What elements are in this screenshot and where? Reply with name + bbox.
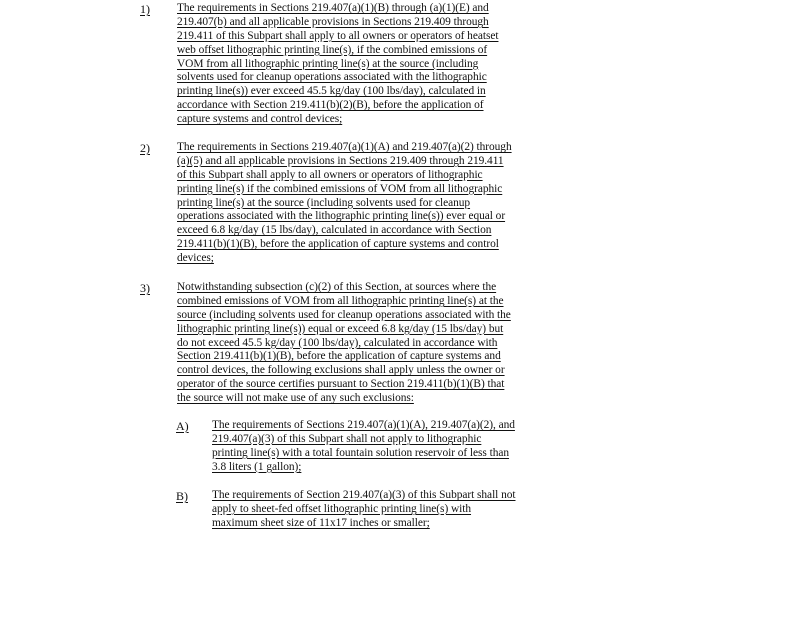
text-line: The requirements of Section 219.407(a)(3) of this Subpart shall not [212, 489, 516, 501]
text-line: 219.407(a)(3) of this Subpart shall not apply to lithographic [212, 432, 482, 445]
text-line: The requirements in Sections 219.407(a)(1)(A) and 219.407(a)(2) through [177, 141, 512, 153]
text-line: 3.8 liters (1 gallon); [212, 460, 302, 473]
text-line: Notwithstanding subsection (c)(2) of this Section, at sources where the [177, 281, 497, 293]
text-line: 219.407(b) and all applicable provisions in Sections 219.409 through [177, 15, 489, 28]
text-line: printing line(s) with a total fountain solution reservoir of less than [212, 446, 510, 459]
item-label: 2) [140, 141, 150, 155]
item-label: 3) [140, 281, 150, 295]
text-line: apply to sheet-fed offset lithographic printing line(s) with [212, 502, 472, 515]
text-line: solvents used for cleanup operations associated with the lithographic [177, 71, 487, 84]
text-line: of this Subpart shall apply to all owners or operators of lithographic [177, 168, 483, 181]
text-line: 219.411 of this Subpart shall apply to all owners or operators of heatset [177, 29, 499, 42]
paragraph-text [177, 141, 512, 266]
text-line: accordance with Section 219.411(b)(2)(B), before the application of [177, 99, 484, 112]
paragraph-text [177, 2, 498, 127]
text-line: Section 219.411(b)(1)(B), before the application of capture systems and [177, 350, 501, 363]
text-line: printing line(s) if the combined emissions of VOM from all lithographic [177, 182, 503, 195]
paragraph-text [177, 281, 511, 406]
text-line: devices; [177, 252, 214, 265]
text-line: operator of the source certifies pursuant to Section 219.411(b)(1)(B) that [177, 378, 505, 391]
subitem-label: A) [176, 419, 189, 433]
text-line: exceed 6.8 kg/day (15 lbs/day), calculated in accordance with Section [177, 224, 492, 237]
subitem-label: B) [176, 489, 188, 503]
text-line: printing line(s) at the source (including solvents used for cleanup [177, 196, 471, 209]
text-line: printing line(s)) ever exceed 45.5 kg/day (100 lbs/day), calculated in [177, 85, 486, 98]
text-line: control devices, the following exclusions shall apply unless the owner or [177, 364, 505, 377]
text-line: source (including solvents used for cleanup operations associated with the [177, 308, 511, 321]
subparagraph-text [212, 489, 516, 531]
item-label: 1) [140, 2, 150, 16]
text-line: 219.411(b)(1)(B), before the application of capture systems and control [177, 238, 499, 251]
text-line: do not exceed 45.5 kg/day (100 lbs/day), calculated in accordance with [177, 336, 498, 349]
text-line: combined emissions of VOM from all lithographic printing line(s) at the [177, 294, 504, 307]
text-line: maximum sheet size of 11x17 inches or smaller; [212, 516, 430, 529]
text-line: operations associated with the lithographic printing line(s)) ever equal or [177, 210, 506, 223]
text-line: The requirements in Sections 219.407(a)(1)(B) through (a)(1)(E) and [177, 2, 489, 14]
text-line: VOM from all lithographic printing line(s) at the source (including [177, 57, 479, 70]
text-line: capture systems and control devices; [177, 113, 343, 126]
text-line: the source will not make use of any such exclusions: [177, 392, 414, 405]
text-line: The requirements of Sections 219.407(a)(1)(A), 219.407(a)(2), and [212, 419, 515, 431]
text-line: lithographic printing line(s)) equal or exceed 6.8 kg/day (15 lbs/day) but [177, 322, 504, 335]
subparagraph-text [212, 419, 515, 475]
text-line: web offset lithographic printing line(s), if the combined emissions of [177, 43, 488, 56]
text-line: (a)(5) and all applicable provisions in Sections 219.409 through 219.411 [177, 154, 504, 167]
